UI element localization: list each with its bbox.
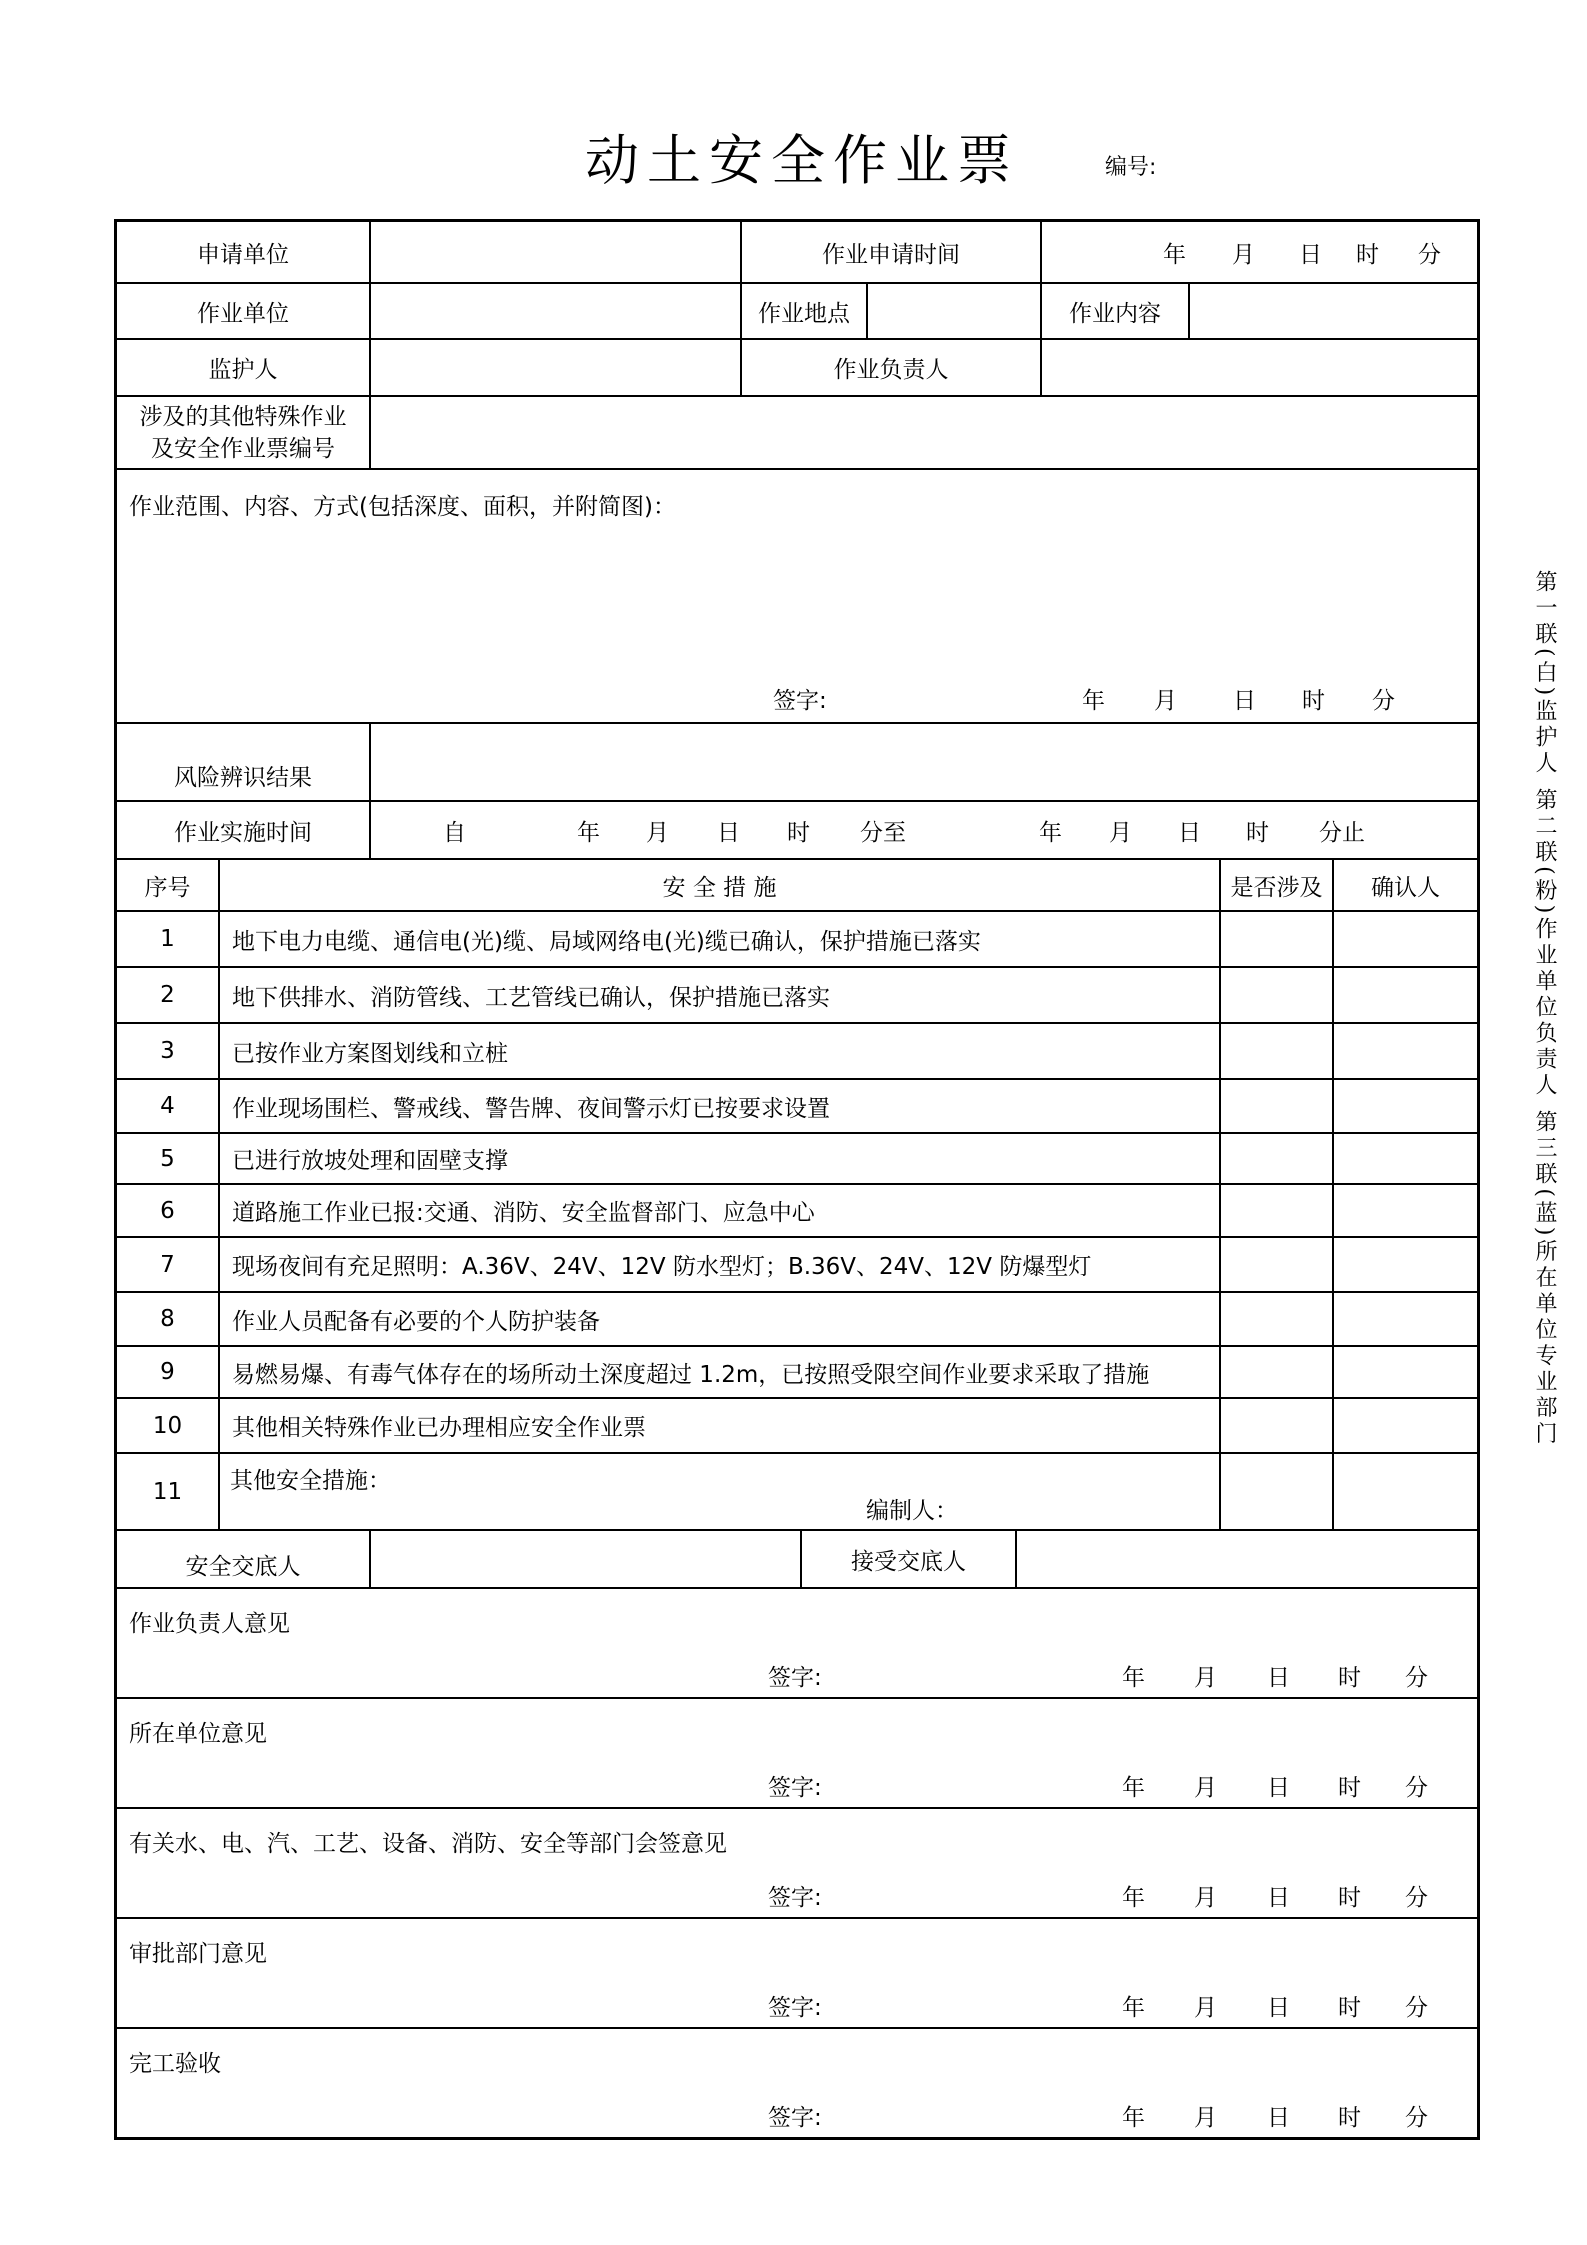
scope-sign-label: 签字: <box>773 688 827 714</box>
measure-involved-field[interactable] <box>1219 1454 1332 1529</box>
measure-text: 已进行放坡处理和固壁支撑 <box>218 1134 1219 1183</box>
applicant-unit-label: 申请单位 <box>197 241 289 268</box>
impl-from-label: 自 <box>443 819 466 846</box>
dt-hour: 时 <box>1302 688 1325 714</box>
dt-year: 年 <box>1122 1995 1145 2021</box>
dt-minute: 分 <box>1405 1665 1428 1691</box>
dt-minute: 分 <box>1418 241 1441 268</box>
risk-result-label: 风险辨识结果 <box>174 764 312 791</box>
dt-month: 月 <box>1194 1995 1217 2021</box>
dt-year: 年 <box>1122 1885 1145 1911</box>
measure-confirmer-field[interactable] <box>1332 1024 1477 1078</box>
dt-hour: 时 <box>787 819 810 846</box>
dt-year: 年 <box>1122 1665 1145 1691</box>
impl-minute-to-label: 分至 <box>860 819 906 846</box>
opinion-title: 审批部门意见 <box>129 1941 267 1967</box>
work-content-field[interactable] <box>1188 284 1477 338</box>
dt-day: 日 <box>1267 2105 1290 2131</box>
risk-result-field[interactable] <box>369 724 1477 800</box>
measure-involved-field[interactable] <box>1219 1293 1332 1345</box>
dt-hour: 时 <box>1338 1665 1361 1691</box>
opinion-title: 所在单位意见 <box>129 1721 267 1747</box>
no-header: 序号 <box>144 874 191 901</box>
other-special-field[interactable] <box>369 397 1477 468</box>
measure-no: 7 <box>160 1251 175 1278</box>
measure-row <box>117 1397 1477 1452</box>
row-scope <box>117 468 1477 722</box>
row-applicant <box>117 222 1477 282</box>
dt-year: 年 <box>1163 241 1186 268</box>
measure-confirmer-field[interactable] <box>1332 1454 1477 1529</box>
measure-no: 4 <box>160 1093 175 1119</box>
measure-text: 易燃易爆、有毒气体存在的场所动土深度超过 1.2m，已按照受限空间作业要求采取了措施 <box>218 1347 1219 1397</box>
measure-text: 地下供排水、消防管线、工艺管线已确认，保护措施已落实 <box>218 968 1219 1022</box>
measure-text: 现场夜间有充足照明：A.36V、24V、12V 防水型灯；B.36V、24V、12V 防爆型灯 <box>218 1238 1219 1291</box>
row-guardian <box>117 338 1477 395</box>
measure-involved-field[interactable] <box>1219 912 1332 966</box>
dt-month: 月 <box>1232 241 1255 268</box>
copy-distribution-note: 第一联(白)监护人 第二联(粉)作业单位负责人 第三联(蓝)所在单位专业部门 <box>1532 570 1557 1448</box>
opinion-row[interactable] <box>117 1807 1477 1917</box>
measure-confirmer-field[interactable] <box>1332 912 1477 966</box>
dt-year: 年 <box>1082 688 1105 714</box>
involved-header: 是否涉及 <box>1219 860 1332 910</box>
work-location-field[interactable] <box>866 284 1040 338</box>
opinion-row[interactable] <box>117 1587 1477 1697</box>
measure-confirmer-field[interactable] <box>1332 1399 1477 1452</box>
dt-day: 日 <box>1267 1995 1290 2021</box>
measure-no: 3 <box>160 1038 175 1064</box>
other-special-label <box>117 397 369 468</box>
dt-month: 月 <box>646 819 669 846</box>
impl-minute-end-label: 分止 <box>1319 819 1365 846</box>
measure-no: 1 <box>160 926 175 952</box>
dt-hour: 时 <box>1246 819 1269 846</box>
dt-day: 日 <box>1267 1885 1290 1911</box>
measure-text: 其他相关特殊作业已办理相应安全作业票 <box>218 1399 1219 1452</box>
dt-year: 年 <box>577 819 600 846</box>
measure-confirmer-field[interactable] <box>1332 1134 1477 1183</box>
dt-day: 日 <box>1267 1775 1290 1801</box>
measure-no: 8 <box>160 1306 175 1332</box>
other-special-label-line1: 涉及的其他特殊作业 <box>139 403 347 430</box>
serial-number-label: 编号: <box>1105 155 1157 180</box>
measures-header-row <box>117 858 1477 910</box>
work-leader-field[interactable] <box>1040 340 1477 395</box>
opinion-row[interactable] <box>117 1697 1477 1807</box>
opinion-row[interactable] <box>117 2027 1477 2137</box>
dt-month: 月 <box>1194 1665 1217 1691</box>
dt-month: 月 <box>1194 1775 1217 1801</box>
measure-involved-field[interactable] <box>1219 968 1332 1022</box>
measure-involved-field[interactable] <box>1219 1347 1332 1397</box>
dt-month: 月 <box>1109 819 1132 846</box>
measure-confirmer-field[interactable] <box>1332 1238 1477 1291</box>
measure-row <box>117 1078 1477 1132</box>
receiver-label: 接受交底人 <box>800 1531 1015 1587</box>
row-work-unit <box>117 282 1477 338</box>
apply-time-field[interactable] <box>1040 222 1477 282</box>
compiler-label: 编制人： <box>866 1498 958 1524</box>
measure-row <box>117 1345 1477 1397</box>
dt-day: 日 <box>1299 241 1322 268</box>
impl-time-field[interactable] <box>369 802 1477 858</box>
opinion-title: 完工验收 <box>129 2051 221 2077</box>
opinion-title: 作业负责人意见 <box>129 1611 290 1637</box>
dt-year: 年 <box>1122 2105 1145 2131</box>
measure-row <box>117 966 1477 1022</box>
dt-hour: 时 <box>1338 1885 1361 1911</box>
dt-hour: 时 <box>1338 1995 1361 2021</box>
dt-month: 月 <box>1194 2105 1217 2131</box>
measure-text: 作业人员配备有必要的个人防护装备 <box>218 1293 1219 1345</box>
measure-confirmer-field[interactable] <box>1332 1185 1477 1236</box>
measure-confirmer-field[interactable] <box>1332 1347 1477 1397</box>
dt-month: 月 <box>1154 688 1177 714</box>
dt-hour: 时 <box>1356 241 1379 268</box>
apply-time-label: 作业申请时间 <box>740 222 1040 282</box>
measure-row <box>117 1236 1477 1291</box>
measure-no: 5 <box>160 1145 175 1172</box>
measure-row <box>117 910 1477 966</box>
opinion-row[interactable] <box>117 1917 1477 2027</box>
measure-involved-field[interactable] <box>1219 1134 1332 1183</box>
measure-row <box>117 1022 1477 1078</box>
measure-text: 作业现场围栏、警戒线、警告牌、夜间警示灯已按要求设置 <box>218 1080 1219 1132</box>
permit-form <box>114 219 1480 2140</box>
scope-label: 作业范围、内容、方式(包括深度、面积，并附简图)： <box>129 494 676 520</box>
measure-text: 道路施工作业已报:交通、消防、安全监督部门、应急中心 <box>218 1185 1219 1236</box>
measure-row <box>117 1183 1477 1236</box>
dt-minute: 分 <box>1405 1775 1428 1801</box>
receiver-field[interactable] <box>1015 1531 1477 1587</box>
dt-minute: 分 <box>1372 688 1395 714</box>
work-leader-label: 作业负责人 <box>740 340 1040 395</box>
confirmer-header: 确认人 <box>1332 860 1477 910</box>
work-unit-field[interactable] <box>369 284 740 338</box>
opinion-sign-label: 签字: <box>768 1775 822 1801</box>
work-unit-label: 作业单位 <box>197 300 289 327</box>
dt-day: 日 <box>1178 819 1201 846</box>
measure-involved-field[interactable] <box>1219 1238 1332 1291</box>
measure-text-cell[interactable] <box>218 1454 1219 1529</box>
handover-label: 安全交底人 <box>185 1553 301 1580</box>
applicant-unit-field[interactable] <box>369 222 740 282</box>
opinion-title: 有关水、电、汽、工艺、设备、消防、安全等部门会签意见 <box>129 1831 727 1857</box>
measure-confirmer-field[interactable] <box>1332 1293 1477 1345</box>
row-risk <box>117 722 1477 800</box>
measure-no: 10 <box>152 1412 183 1439</box>
measure-involved-field[interactable] <box>1219 1399 1332 1452</box>
measure-involved-field[interactable] <box>1219 1185 1332 1236</box>
opinion-sign-label: 签字: <box>768 1995 822 2021</box>
opinion-sign-label: 签字: <box>768 1885 822 1911</box>
row-handover <box>117 1529 1477 1587</box>
measure-no: 9 <box>160 1359 175 1385</box>
measure-row <box>117 1452 1477 1529</box>
dt-year: 年 <box>1122 1775 1145 1801</box>
measure-confirmer-field[interactable] <box>1332 1080 1477 1132</box>
measure-no: 2 <box>160 982 175 1008</box>
measure-involved-field[interactable] <box>1219 1024 1332 1078</box>
row-other-special <box>117 395 1477 468</box>
measures-header: 安 全 措 施 <box>218 860 1219 910</box>
dt-hour: 时 <box>1338 1775 1361 1801</box>
other-special-label-line2: 及安全作业票编号 <box>151 435 335 462</box>
measure-confirmer-field[interactable] <box>1332 968 1477 1022</box>
opinion-sign-label: 签字: <box>768 2105 822 2131</box>
measure-text: 已按作业方案图划线和立桩 <box>218 1024 1219 1078</box>
dt-minute: 分 <box>1405 1885 1428 1911</box>
form-title: 动土安全作业票 <box>585 129 1019 192</box>
dt-day: 日 <box>717 819 740 846</box>
row-impl-time <box>117 800 1477 858</box>
work-content-label: 作业内容 <box>1040 284 1188 338</box>
dt-minute: 分 <box>1405 2105 1428 2131</box>
measure-no: 6 <box>160 1197 175 1224</box>
opinion-sign-label: 签字: <box>768 1665 822 1691</box>
dt-day: 日 <box>1233 688 1256 714</box>
guardian-field[interactable] <box>369 340 740 395</box>
measure-involved-field[interactable] <box>1219 1080 1332 1132</box>
handover-field[interactable] <box>369 1531 800 1587</box>
dt-minute: 分 <box>1405 1995 1428 2021</box>
dt-day: 日 <box>1267 1665 1290 1691</box>
measure-no: 11 <box>152 1478 183 1505</box>
impl-time-label: 作业实施时间 <box>174 819 312 846</box>
dt-month: 月 <box>1194 1885 1217 1911</box>
measure-text: 地下电力电缆、通信电(光)缆、局域网络电(光)缆已确认，保护措施已落实 <box>218 912 1219 966</box>
guardian-label: 监护人 <box>208 357 278 383</box>
work-location-label: 作业地点 <box>740 284 866 338</box>
measure-row <box>117 1132 1477 1183</box>
dt-hour: 时 <box>1338 2105 1361 2131</box>
measure-row <box>117 1291 1477 1345</box>
measure-text: 其他安全措施： <box>230 1468 391 1494</box>
dt-year: 年 <box>1039 819 1062 846</box>
